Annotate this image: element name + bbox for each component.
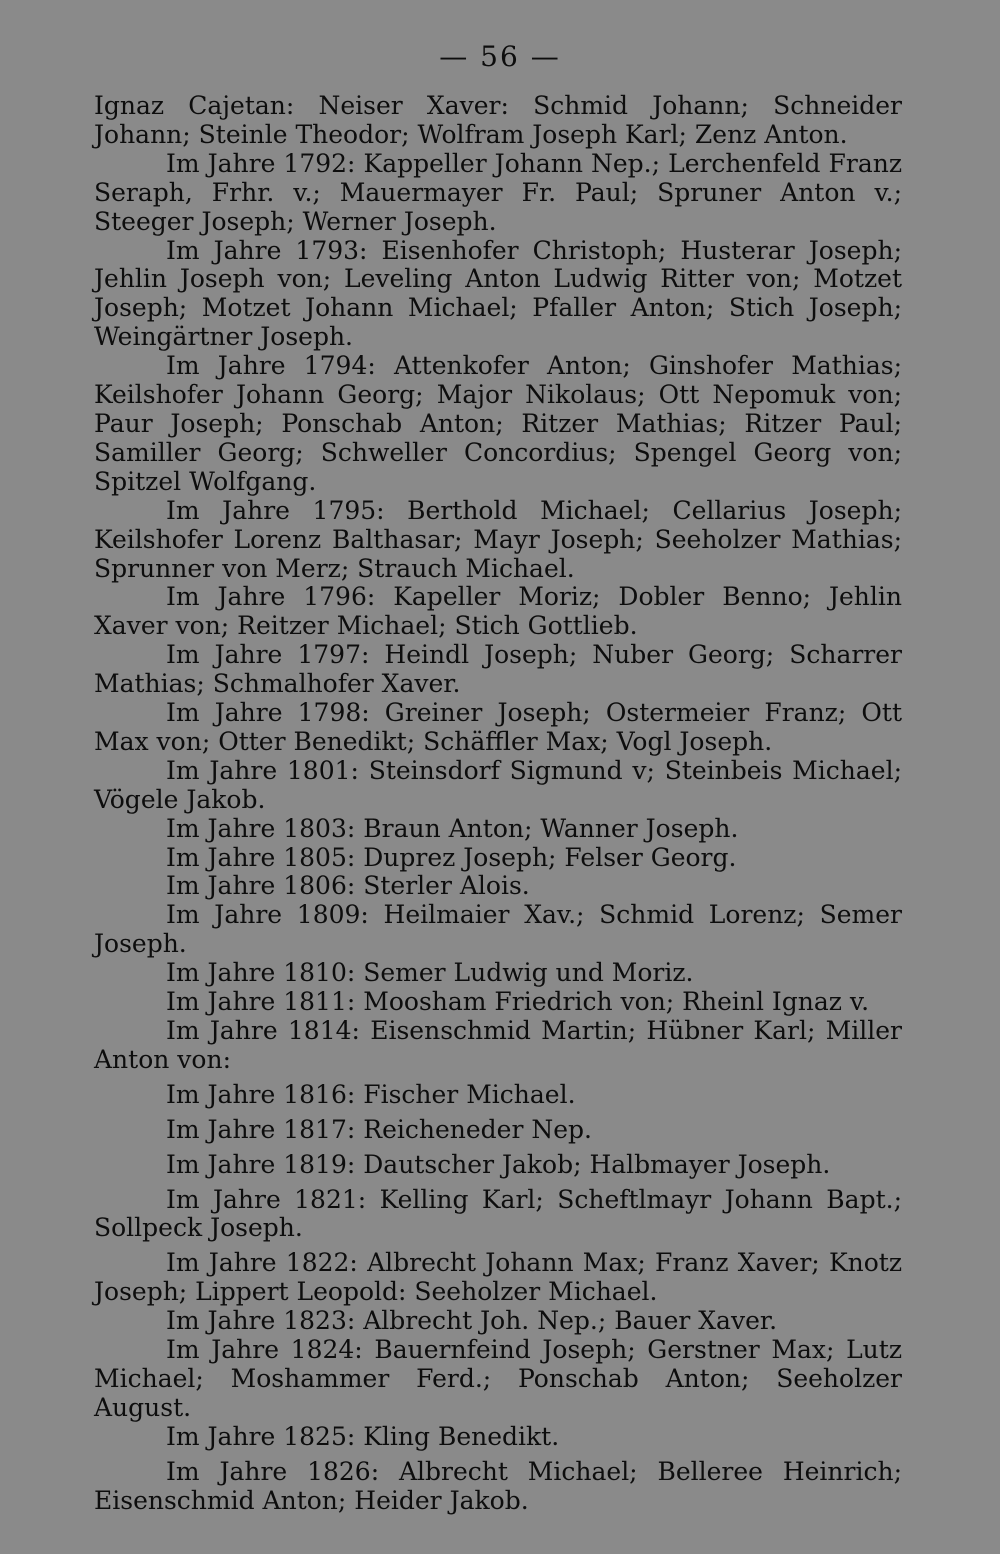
paragraph: Im Jahre 1806: Sterler Alois. — [166, 871, 530, 901]
paragraph: Im Jahre 1805: Duprez Joseph; Felser Georg. — [166, 842, 737, 872]
paragraph: Im Jahre 1825: Kling Benedikt. — [166, 1421, 560, 1451]
paragraph: Im Jahre 1803: Braun Anton; Wanner Joseph. — [166, 813, 739, 843]
paragraph: Im Jahre 1826: Albrecht Michael; Belleree Heinrich; Eisenschmid Anton; Heider Jakob. — [94, 1456, 902, 1515]
paragraph: Im Jahre 1794: Attenkofer Anton; Ginshofer Mathias; Keilshofer Johann Georg; Major Nikolaus; Ott Nepomuk von; Paur Joseph; Ponschab Anton; Ritzer Mathias; Ritzer Paul; Samiller Georg; Schweller Concordius; Spengel Georg von; Spitzel Wolfgang. — [94, 351, 902, 496]
paragraph: Im Jahre 1824: Bauernfeind Joseph; Gerstner Max; Lutz Michael; Moshammer Ferd.; Ponschab Anton; Seeholzer August. — [94, 1335, 902, 1422]
paragraph: Im Jahre 1798: Greiner Joseph; Ostermeier Franz; Ott Max von; Otter Benedikt; Schäffler Max; Vogl Joseph. — [94, 698, 902, 756]
paragraph: Im Jahre 1817: Reicheneder Nep. — [166, 1114, 592, 1144]
paragraph: Im Jahre 1821: Kelling Karl; Scheftlmayr Johann Bapt.; Sollpeck Joseph. — [94, 1184, 902, 1243]
page-number: — 56 — — [439, 40, 561, 73]
paragraph: Ignaz Cajetan: Neiser Xaver: Schmid Johann; Schneider Johann; Steinle Theodor; Wolfram Joseph Karl; Zenz Anton. — [94, 91, 902, 149]
paragraph: Im Jahre 1819: Dautscher Jakob; Halbmayer Joseph. — [166, 1149, 831, 1179]
paragraph: Im Jahre 1795: Berthold Michael; Cellarius Joseph; Keilshofer Lorenz Balthasar; Mayr Joseph; Seeholzer Mathias; Sprunner von Merz; Strauch Michael. — [94, 495, 902, 583]
paragraph: Im Jahre 1810: Semer Ludwig und Moriz. — [166, 958, 694, 988]
paragraph: Im Jahre 1792: Kappeller Johann Nep.; Lerchenfeld Franz Seraph, Frhr. v.; Mauermayer Fr. Paul; Spruner Anton v.; Steeger Joseph; Werner Joseph. — [94, 148, 902, 236]
paragraph: Im Jahre 1797: Heindl Joseph; Nuber Georg; Scharrer Mathias; Schmalhofer Xaver. — [94, 640, 902, 699]
paragraph: Im Jahre 1823: Albrecht Joh. Nep.; Bauer Xaver. — [166, 1306, 778, 1336]
paragraph: Im Jahre 1809: Heilmaier Xav.; Schmid Lorenz; Semer Joseph. — [94, 900, 902, 959]
paragraph: Im Jahre 1801: Steinsdorf Sigmund v; Steinbeis Michael; Vögele Jakob. — [94, 755, 902, 814]
paragraph: Im Jahre 1796: Kapeller Moriz; Dobler Benno; Jehlin Xaver von; Reitzer Michael; Stich Gottlieb. — [94, 582, 902, 641]
paragraph: Im Jahre 1822: Albrecht Johann Max; Franz Xaver; Knotz Joseph; Lippert Leopold: Seeholzer Michael. — [94, 1248, 902, 1307]
page-body — [94, 92, 902, 1516]
paragraph: Im Jahre 1816: Fischer Michael. — [166, 1079, 576, 1109]
paragraph: Im Jahre 1811: Moosham Friedrich von; Rheinl Ignaz v. — [166, 987, 870, 1017]
paragraph: Im Jahre 1793: Eisenhofer Christoph; Husterar Joseph; Jehlin Joseph von; Leveling Anton Ludwig Ritter von; Motzet Joseph; Motzet Johann Michael; Pfaller Anton; Stich Joseph; Weingärtner Joseph. — [94, 235, 902, 352]
paragraph: Im Jahre 1814: Eisenschmid Martin; Hübner Karl; Miller Anton von: — [94, 1016, 902, 1074]
